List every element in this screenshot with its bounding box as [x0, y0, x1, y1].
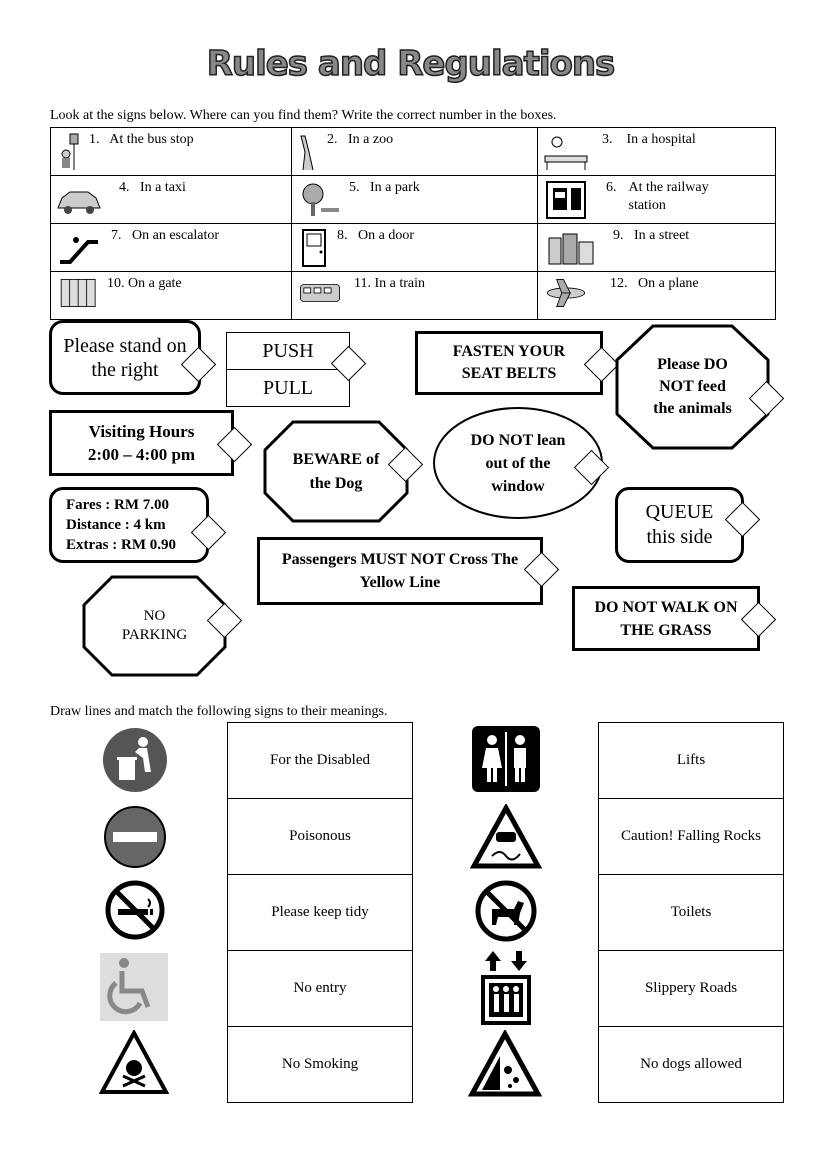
hospital-bed-icon: [541, 132, 591, 172]
sign-yellow-line: Passengers MUST NOT Cross The Yellow Line: [257, 537, 543, 605]
place-label-2: In a zoo: [348, 132, 394, 147]
train-icon: [295, 276, 345, 310]
sign-fares: [49, 487, 209, 563]
poison-skull-icon: [99, 1030, 169, 1096]
meaning-right-2[interactable]: Caution! Falling Rocks: [599, 799, 784, 875]
place-num-10: 10.: [107, 276, 125, 291]
matching-table-right: [598, 722, 784, 1103]
sign-no-parking: [82, 575, 227, 677]
place-label-1: At the bus stop: [109, 132, 194, 147]
toilets-icon: [472, 726, 540, 792]
place-num-1: 1.: [89, 132, 100, 147]
sign-no-parking-text: NO PARKING: [121, 608, 188, 643]
place-cell-10: [51, 272, 292, 320]
sign-visiting-hours: [49, 410, 234, 476]
place-label-3: In a hospital: [626, 132, 696, 147]
sign-seat-belts: FASTEN YOUR SEAT BELTS: [415, 331, 603, 395]
sign-queue: QUEUE this side: [615, 487, 744, 563]
place-cell-11: [292, 272, 538, 320]
place-num-11: 11.: [354, 276, 371, 291]
gate-icon: [54, 276, 104, 310]
meaning-left-5[interactable]: No Smoking: [228, 1027, 413, 1103]
meaning-left-2[interactable]: Poisonous: [228, 799, 413, 875]
fares-line3: Extras : RM 0.90: [66, 537, 176, 553]
place-cell-4: [51, 176, 292, 224]
page-title: Rules and Regulations: [206, 44, 615, 84]
visiting-hours-line1: Visiting Hours: [88, 422, 195, 441]
places-table: [50, 127, 776, 320]
place-label-4: In a taxi: [140, 180, 186, 195]
place-label-5: In a park: [370, 180, 420, 195]
sign-pull: PULL: [226, 369, 350, 407]
place-cell-6: [538, 176, 776, 224]
no-entry-icon: [103, 805, 167, 869]
place-num-9: 9.: [613, 228, 624, 243]
place-cell-1: [51, 128, 292, 176]
sign-beware-dog: [263, 420, 409, 523]
fares-line2: Distance : 4 km: [66, 517, 166, 533]
meaning-left-1[interactable]: For the Disabled: [228, 723, 413, 799]
sign-push: PUSH: [226, 332, 350, 370]
meaning-left-4[interactable]: No entry: [228, 951, 413, 1027]
place-cell-7: [51, 224, 292, 272]
slippery-road-icon: [470, 804, 542, 870]
place-label-10: On a gate: [128, 276, 182, 291]
place-cell-5: [292, 176, 538, 224]
park-icon: [295, 180, 345, 220]
meaning-right-4[interactable]: Slippery Roads: [599, 951, 784, 1027]
place-label-7: On an escalator: [132, 228, 220, 243]
place-label-12: On a plane: [638, 276, 699, 291]
place-cell-9: [538, 224, 776, 272]
place-label-6: At the railway station: [628, 180, 709, 213]
sign-beware-dog-text: BEWARE of the Dog: [292, 450, 380, 492]
place-num-3: 3.: [602, 132, 613, 147]
place-label-11: In a train: [374, 276, 426, 291]
place-cell-8: [292, 224, 538, 272]
litter-bin-icon: [101, 726, 169, 794]
place-num-6: 6.: [606, 180, 617, 195]
place-cell-3: [538, 128, 776, 176]
matching-table-left: [227, 722, 413, 1103]
street-icon: [541, 228, 603, 268]
place-num-4: 4.: [119, 180, 130, 195]
meaning-right-3[interactable]: Toilets: [599, 875, 784, 951]
no-smoking-icon: [104, 879, 166, 941]
place-num-7: 7.: [111, 228, 122, 243]
place-num-2: 2.: [327, 132, 338, 147]
sign-stand-right: Please stand on the right: [49, 320, 201, 395]
place-label-8: On a door: [358, 228, 414, 243]
instructions-part1: Look at the signs below. Where can you find them? Write the correct number in the boxes.: [50, 108, 557, 123]
place-cell-2: [292, 128, 538, 176]
place-num-12: 12.: [610, 276, 628, 291]
place-label-9: In a street: [634, 228, 690, 243]
meaning-right-1[interactable]: Lifts: [599, 723, 784, 799]
falling-rocks-icon: [468, 1030, 542, 1098]
sign-walk-grass: DO NOT WALK ON THE GRASS: [572, 586, 760, 651]
place-num-8: 8.: [337, 228, 348, 243]
visiting-hours-line2: 2:00 – 4:00 pm: [87, 445, 196, 464]
lift-icon: [479, 949, 533, 1025]
meaning-left-3[interactable]: Please keep tidy: [228, 875, 413, 951]
instructions-part2: Draw lines and match the following signs to their meanings.: [50, 704, 388, 719]
no-dogs-icon: [474, 879, 538, 943]
taxi-icon: [54, 180, 104, 220]
fares-line1: Fares : RM 7.00: [66, 497, 170, 513]
place-cell-12: [538, 272, 776, 320]
wheelchair-icon: [100, 953, 168, 1021]
railway-station-icon: [541, 180, 591, 220]
sign-lean-out-text: DO NOT lean out of the window: [470, 431, 566, 495]
escalator-icon: [54, 228, 104, 268]
place-num-5: 5.: [349, 180, 360, 195]
plane-icon: [541, 276, 591, 310]
meaning-right-5[interactable]: No dogs allowed: [599, 1027, 784, 1103]
sign-feed-animals: [615, 324, 770, 450]
sign-feed-animals-text: Please DO NOT feed the animals: [653, 356, 732, 417]
